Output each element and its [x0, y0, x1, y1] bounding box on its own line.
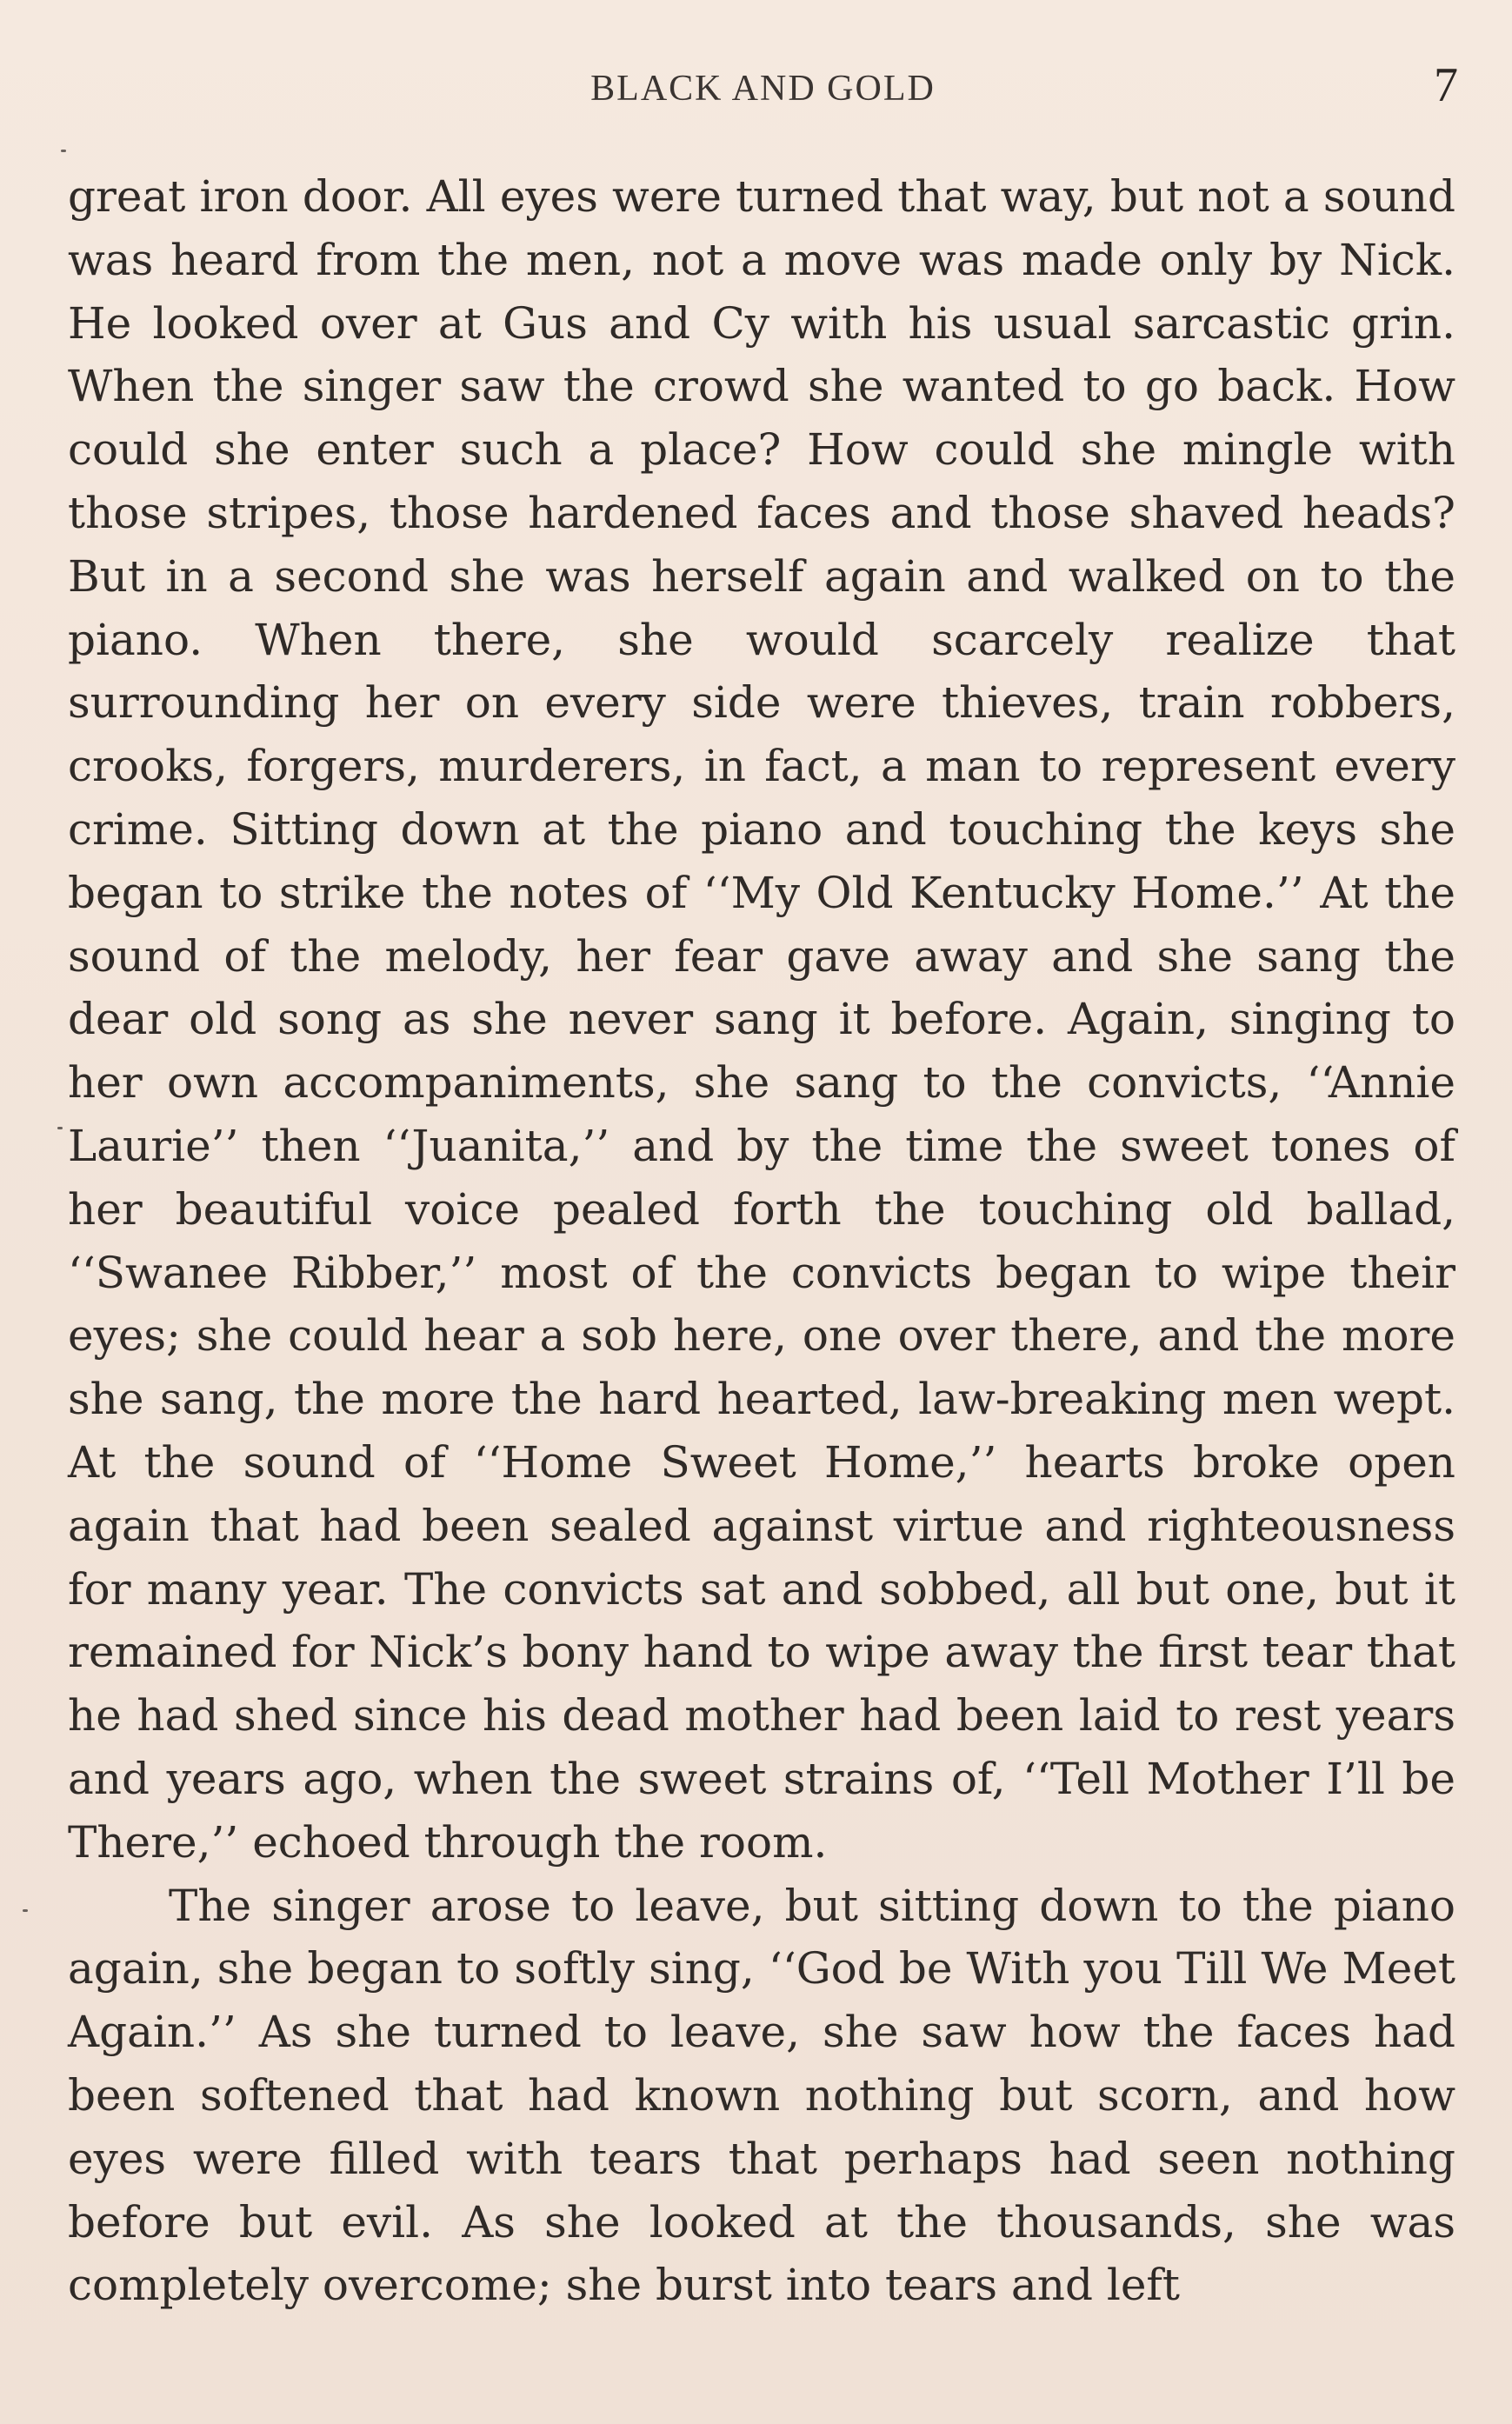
paragraph: great iron door. All eyes were turned that way, but not a sound was heard from the men, not a move was made only by Nick. He looked over at Gus and Cy with his usual sarcastic grin. When the singer saw the crowd she wanted to go back. How could she enter such a place? How could she mingle with those stripes, those hardened faces and those shaved heads? But in a second she was herself again and walked on to the piano. When there, she would scarcely realize that surrounding her on every side were thieves, train robbers, crooks, forgers, murderers, in fact, a man to represent every crime. Sitting down at the piano and touching the keys she began to strike the notes of ‘‘My Old Kentucky Home.’’ At the sound of the melody, her fear gave away and she sang the dear old song as she never sang it before. Again, singing to her own accompaniments, she sang to the convicts, ‘‘Annie Laurie’’ then ‘‘Juanita,’’ and by the time the sweet tones of her beautiful voice pealed forth the touching old ballad, ‘‘Swanee Ribber,’’ most of the convicts began to wipe their eyes; she could hear a sob here, one over there, and the more she sang, the more the hard hearted, law-breaking men wept. At the sound of ‘‘Home Sweet Home,’’ hearts broke open again that had been sealed against virtue and righteousness for many year. The convicts sat and sobbed, all but one, but it remained for Nick’s bony hand to wipe away the first tear that he had shed since his dead mother had been laid to rest years and years ago, when the sweet strains of, ‘‘Tell Mother I’ll be There,’’ echoed through the room.: [68, 171, 1455, 1868]
page-header: [68, 58, 1458, 129]
print-speck: [23, 1909, 28, 1912]
running-title: BLACK AND GOLD: [590, 69, 936, 109]
paragraph: The singer arose to leave, but sitting down to the piano again, she began to softly sing, ‘‘God be With you Till We Meet Again.’’ As she turned to leave, she saw how the faces had been softened that had known nothing but scorn, and how eyes were filled with tears that perhaps had seen nothing before but evil. As she looked at the thousands, she was completely overcome; she burst into tears and left: [68, 1880, 1455, 2311]
page-number: 7: [1434, 58, 1458, 112]
print-speck: [57, 1127, 63, 1129]
print-speck: [61, 150, 66, 152]
body-text: [68, 165, 1455, 2317]
